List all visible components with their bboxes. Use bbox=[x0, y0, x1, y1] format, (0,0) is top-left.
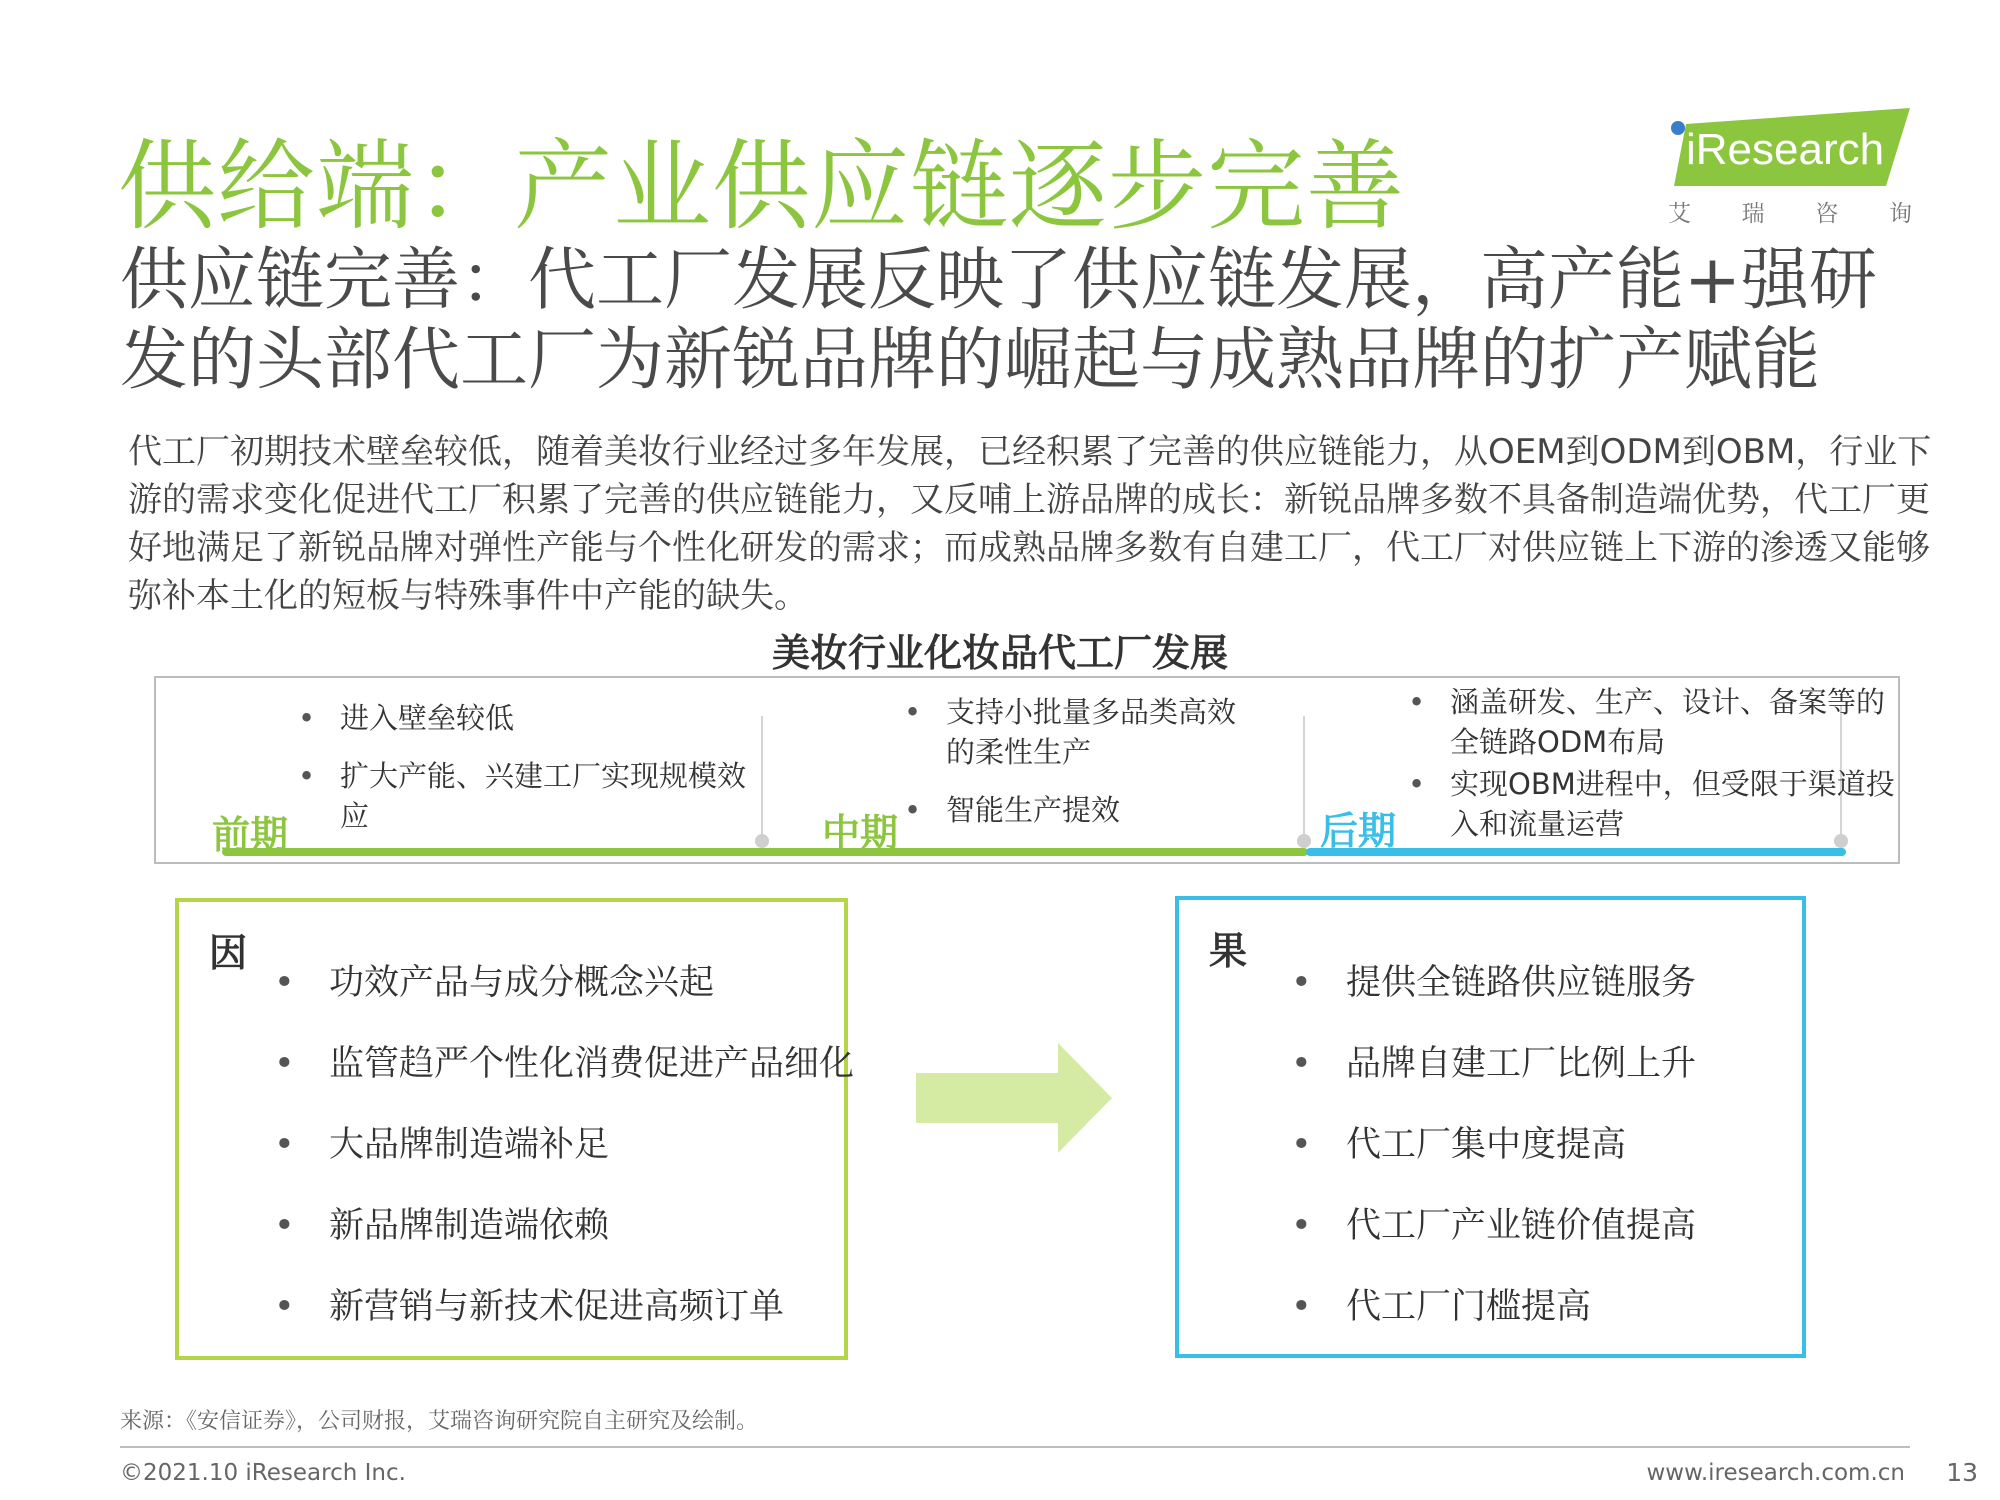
list-item: • 功效产品与成分概念兴起 bbox=[274, 958, 854, 1039]
list-item: • 进入壁垒较低 bbox=[298, 698, 748, 738]
timeline-divider bbox=[1303, 716, 1305, 844]
list-item: • 扩大产能、兴建工厂实现规模效应 bbox=[298, 756, 748, 836]
timeline-title: 美妆行业化妆品代工厂发展 bbox=[771, 631, 1228, 675]
right-arrow-icon bbox=[916, 1043, 1112, 1153]
list-item: • 支持小批量多品类高效的柔性生产 bbox=[904, 692, 1264, 772]
paragraph-line: 游的需求变化促进代工厂积累了完善的供应链能力，又反哺上游品牌的成长：新锐品牌多数不具备制造端优势，代工厂更 bbox=[128, 480, 1930, 520]
subtitle-line-1: 供应链完善：代工厂发展反映了供应链发展，高产能+强研 bbox=[120, 241, 1877, 320]
phase-list-late bbox=[1408, 682, 1898, 862]
logo-char: 艾 bbox=[1668, 201, 1691, 227]
list-item: • 品牌自建工厂比例上升 bbox=[1291, 1039, 1696, 1120]
list-item: • 涵盖研发、生产、设计、备案等的全链路ODM布局 bbox=[1408, 682, 1898, 762]
effect-title: 果 bbox=[1209, 929, 1248, 973]
effect-list bbox=[1291, 958, 1696, 1363]
list-item: • 代工厂门槛提高 bbox=[1291, 1282, 1696, 1363]
page-title: 供给端：产业供应链逐步完善 bbox=[118, 130, 1406, 244]
footer-divider bbox=[120, 1446, 1910, 1448]
copyright: ©2021.10 iResearch Inc. bbox=[120, 1460, 406, 1486]
subtitle-line-2: 发的头部代工厂为新锐品牌的崛起与成熟品牌的扩产赋能 bbox=[120, 321, 1821, 400]
logo-char: 咨 bbox=[1815, 201, 1839, 227]
list-item: • 智能生产提效 bbox=[904, 790, 1264, 830]
cause-title: 因 bbox=[209, 931, 248, 975]
effect-box bbox=[1175, 896, 1806, 1358]
paragraph-line: 弥补本土化的短板与特殊事件中产能的缺失。 bbox=[128, 576, 808, 616]
iresearch-logo bbox=[1664, 106, 1910, 188]
source-note: 来源：《安信证券》，公司财报，艾瑞咨询研究院自主研究及绘制。 bbox=[120, 1409, 759, 1434]
website-link[interactable]: www.iresearch.com.cn bbox=[1646, 1460, 1905, 1486]
phase-list-early bbox=[298, 698, 748, 854]
phase-list-middle bbox=[904, 692, 1264, 848]
timeline-dot bbox=[755, 834, 769, 848]
logo-text: iResearch bbox=[1686, 125, 1885, 174]
phase-label-early: 前期 bbox=[212, 813, 289, 857]
list-item: • 新品牌制造端依赖 bbox=[274, 1201, 854, 1282]
paragraph-line: 代工厂初期技术壁垒较低，随着美妆行业经过多年发展，已经积累了完善的供应链能力，从OEM到ODM到OBM，行业下 bbox=[128, 432, 1932, 472]
logo-char: 瑞 bbox=[1741, 201, 1765, 227]
list-item: • 提供全链路供应链服务 bbox=[1291, 958, 1696, 1039]
intro-paragraph bbox=[128, 428, 1932, 620]
cause-box bbox=[175, 898, 855, 1360]
timeline-dot bbox=[1297, 834, 1311, 848]
paragraph-line: 好地满足了新锐品牌对弹性产能与个性化研发的需求；而成熟品牌多数有自建工厂，代工厂对供应链上下游的渗透又能够 bbox=[128, 528, 1930, 568]
logo-char: 询 bbox=[1888, 201, 1912, 227]
list-item: • 监管趋严个性化消费促进产品细化 bbox=[274, 1039, 854, 1120]
list-item: • 大品牌制造端补足 bbox=[274, 1120, 854, 1201]
cause-list bbox=[274, 958, 854, 1363]
list-item: • 代工厂集中度提高 bbox=[1291, 1120, 1696, 1201]
phase-label-late: 后期 bbox=[1320, 809, 1397, 853]
list-item: • 实现OBM进程中，但受限于渠道投入和流量运营 bbox=[1408, 764, 1898, 844]
list-item: • 代工厂产业链价值提高 bbox=[1291, 1201, 1696, 1282]
list-item: • 新营销与新技术促进高频订单 bbox=[274, 1282, 854, 1363]
page-number: 13 bbox=[1946, 1458, 1978, 1487]
logo-subtitle bbox=[1668, 195, 1912, 228]
timeline-divider bbox=[761, 716, 763, 844]
phase-label-middle: 中期 bbox=[822, 811, 899, 855]
